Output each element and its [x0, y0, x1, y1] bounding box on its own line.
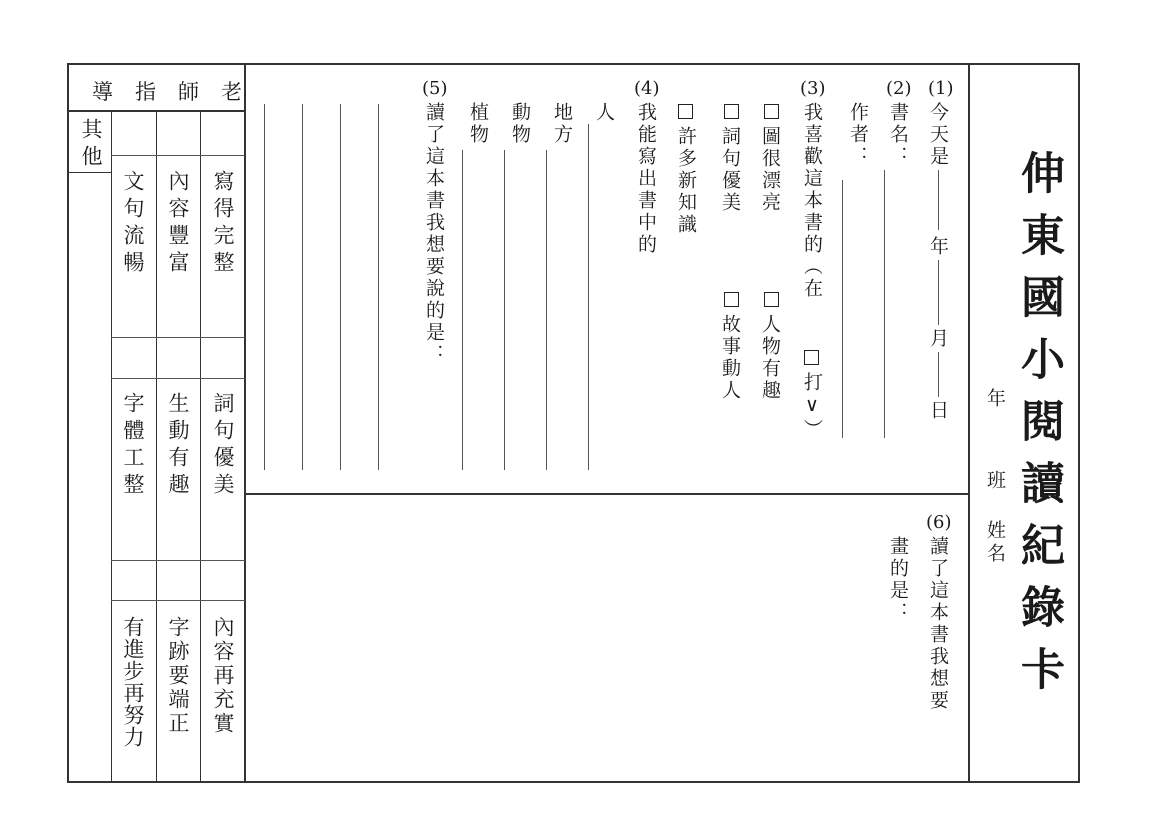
q1-number: (1) [928, 78, 954, 99]
q2-author: 作者： [847, 102, 869, 168]
q2-book-line [884, 170, 885, 438]
q2-book: 書名： [887, 102, 909, 168]
teacher-row-line-5 [111, 600, 245, 601]
teacher-col-line-2 [156, 110, 157, 783]
teacher-improve-1: 內容再充實 [211, 616, 235, 736]
q4-plant-line [462, 150, 463, 470]
q4-people-line [588, 124, 589, 470]
teacher-col-line-1 [111, 110, 112, 783]
q3-option-1: 圖很漂亮 [759, 126, 781, 214]
q3-option-3-box[interactable] [764, 292, 779, 311]
q4-place-line [546, 150, 547, 470]
teacher-good-2: 內容豐富 [166, 170, 190, 278]
teacher-good2-1: 詞句優美 [211, 392, 235, 500]
q1-year: 年 [927, 236, 949, 258]
teacher-row-line-1 [111, 155, 245, 156]
card-title: 伸東國小閱讀紀錄卡 [1013, 150, 1064, 708]
q4-option-1: 許多新知識 [675, 126, 697, 236]
q3-check-box [804, 350, 819, 369]
teacher-good-3: 文句流暢 [121, 170, 145, 278]
q1-day: 日 [927, 400, 949, 422]
teacher-good2-2: 生動有趣 [166, 392, 190, 500]
q5-line-4 [264, 104, 265, 470]
q1-day-line [938, 352, 939, 397]
q6-text2: 畫的是： [887, 536, 909, 624]
q6-text: 讀了這本書我想要 [927, 536, 949, 712]
teacher-row-line-2 [111, 337, 245, 338]
q1-month: 月 [927, 328, 949, 350]
q4-animal-line [504, 150, 505, 470]
q4-item-people: 人 [593, 102, 615, 124]
q3-text2: 打∨） [801, 372, 823, 441]
q2-author-line [842, 180, 843, 438]
q1-text: 今天是 [927, 102, 949, 168]
q1-year-line [938, 170, 939, 230]
year-label: 年 [984, 388, 1006, 411]
q3-option-1-box[interactable] [764, 104, 779, 123]
teacher-improve-3: 有進步再努力 [121, 616, 145, 748]
q1-month-line [938, 260, 939, 325]
q3-number: (3) [800, 78, 826, 99]
q5-line-1 [378, 104, 379, 470]
q5-line-2 [340, 104, 341, 470]
q6-number: (6) [926, 512, 952, 533]
q3-option-2: 詞句優美 [719, 126, 741, 214]
q2-number: (2) [886, 78, 912, 99]
class-label: 班 [984, 470, 1006, 493]
q5-text: 讀了這本書我想要說的是： [423, 102, 445, 366]
other-bottom [67, 172, 112, 173]
divider-teacher [244, 63, 246, 783]
teacher-col-line-3 [200, 110, 201, 783]
teacher-other: 其他 [79, 118, 103, 172]
teacher-good2-3: 字體工整 [121, 392, 145, 500]
q4-item-animal: 動物 [509, 102, 531, 146]
q5-number: (5) [422, 78, 448, 99]
q3-option-3: 人物有趣 [759, 314, 781, 402]
teacher-row-line-3 [111, 378, 245, 379]
divider-horizontal [244, 493, 969, 495]
q3-option-4-box[interactable] [724, 292, 739, 311]
q4-number: (4) [634, 78, 660, 99]
teacher-header: 導指師老 [92, 80, 264, 104]
q5-line-3 [302, 104, 303, 470]
teacher-good-1: 寫得完整 [211, 170, 235, 278]
q3-option-4: 故事動人 [719, 314, 741, 402]
q3-text: 我喜歡這本書的（在 [801, 102, 823, 300]
q4-text: 我能寫出書中的 [635, 102, 657, 256]
q4-item-place: 地方 [551, 102, 573, 146]
q3-option-2-box[interactable] [724, 104, 739, 123]
teacher-improve-2: 字跡要端正 [166, 616, 190, 736]
name-label: 姓名 [984, 520, 1006, 566]
q4-option-1-box[interactable] [678, 104, 693, 123]
q4-item-plant: 植物 [467, 102, 489, 146]
teacher-row-line-4 [111, 560, 245, 561]
divider-title [968, 63, 970, 783]
